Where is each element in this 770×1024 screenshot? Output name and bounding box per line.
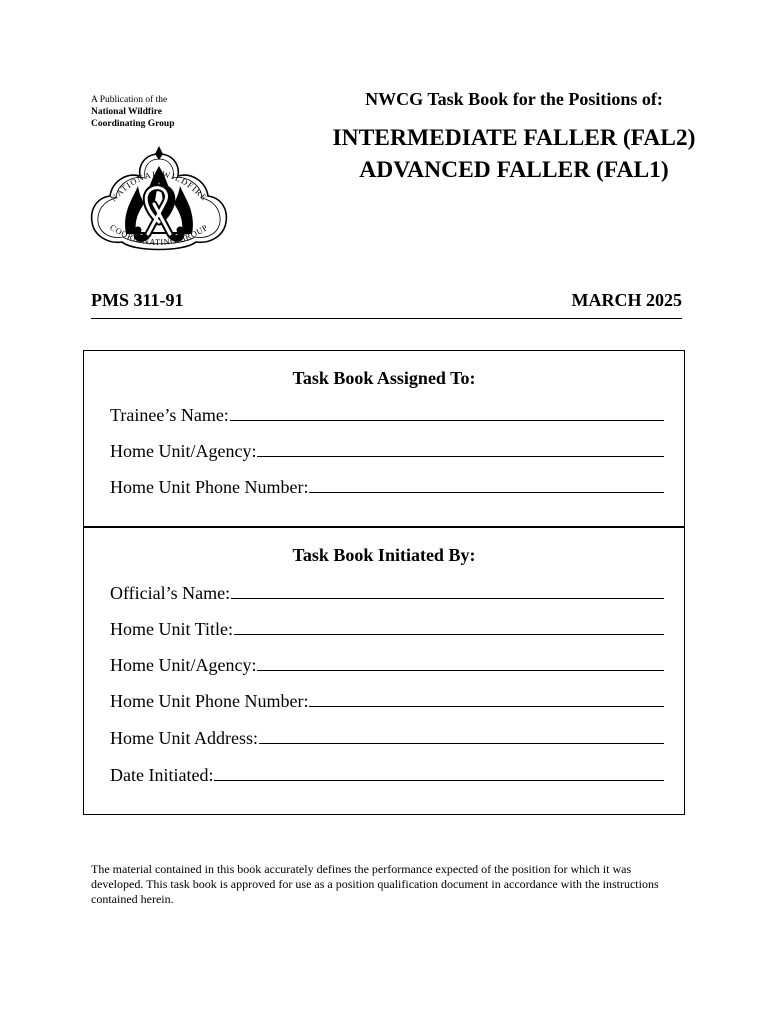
field-label: Trainee’s Name: (110, 405, 229, 425)
publisher-block (91, 94, 231, 130)
assigned-to-section (83, 350, 685, 528)
publisher-line: A Publication of the (91, 95, 168, 105)
initiated-by-section (83, 527, 685, 815)
field-label: Home Unit Address: (110, 728, 258, 748)
publication-date: MARCH 2025 (571, 290, 682, 310)
page-subtitle: ADVANCED FALLER (FAL1) (359, 157, 669, 183)
field-label: Home Unit/Agency: (110, 655, 257, 675)
header-line: NWCG Task Book for the Positions of: (365, 89, 663, 109)
nwcg-seal-icon (86, 142, 232, 258)
fill-in-line[interactable] (257, 654, 664, 671)
fill-in-line[interactable] (309, 476, 664, 493)
page-title: INTERMEDIATE FALLER (FAL2) (332, 125, 696, 151)
disclaimer-text: The material contained in this book accurately defines the performance expected of the position for which it was developed. This task book is approved for use as a position qualification document in accordance with the instructions contained herein. (91, 862, 659, 906)
date-initiated-field[interactable] (110, 764, 664, 786)
home-unit-agency-field[interactable] (110, 440, 664, 462)
field-label: Home Unit Title: (110, 619, 234, 639)
fill-in-line[interactable] (259, 727, 664, 744)
seal-bottom-text: COORDINATING GROUP (108, 222, 210, 248)
field-label: Home Unit/Agency: (110, 441, 257, 461)
home-unit-phone-field[interactable] (110, 690, 664, 712)
official-name-field[interactable] (110, 582, 664, 604)
publisher-line: National Wildfire (91, 107, 162, 117)
fill-in-line[interactable] (234, 618, 664, 635)
field-label: Date Initiated: (110, 765, 214, 785)
publisher-line: Coordinating Group (91, 119, 175, 129)
fill-in-line[interactable] (231, 582, 664, 599)
trainee-name-field[interactable] (110, 404, 664, 426)
home-unit-phone-field[interactable] (110, 476, 664, 498)
home-unit-title-field[interactable] (110, 618, 664, 640)
seal-top-text: NATIONAL WILDFIRE (108, 168, 210, 204)
fill-in-line[interactable] (214, 764, 664, 781)
pms-row (91, 290, 682, 319)
assigned-heading: Task Book Assigned To: (292, 368, 476, 388)
home-unit-address-field[interactable] (110, 727, 664, 749)
fill-in-line[interactable] (309, 690, 664, 707)
field-label: Home Unit Phone Number: (110, 477, 309, 497)
pms-number: PMS 311-91 (91, 290, 184, 310)
home-unit-agency-field[interactable] (110, 654, 664, 676)
fill-in-line[interactable] (257, 440, 664, 457)
field-label: Official’s Name: (110, 583, 231, 603)
initiated-heading: Task Book Initiated By: (292, 545, 476, 565)
field-label: Home Unit Phone Number: (110, 691, 309, 711)
fill-in-line[interactable] (230, 404, 664, 421)
